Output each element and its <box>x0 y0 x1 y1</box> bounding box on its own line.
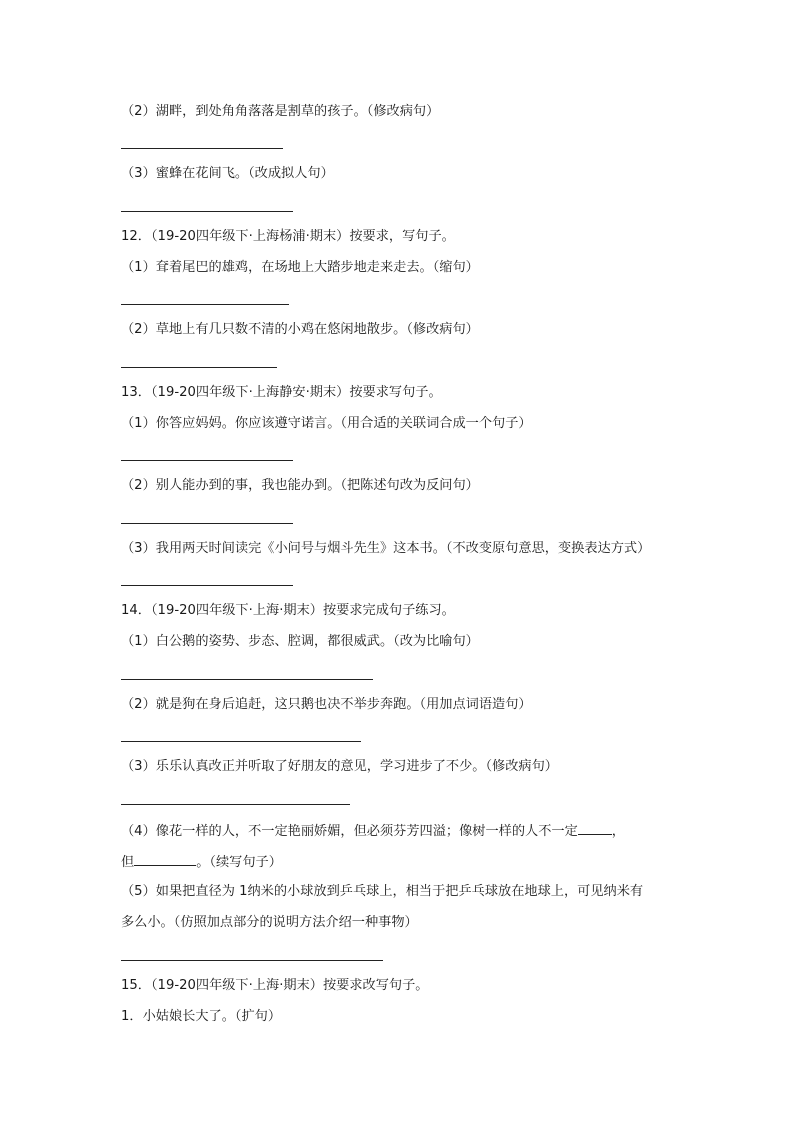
answer-line-13-3[interactable] <box>121 585 293 586</box>
q14-3-prompt: （3）乐乐认真改正并听取了好朋友的意见，学习进步了不少。（修改病句） <box>121 759 558 774</box>
answer-line-14-5[interactable] <box>121 960 383 961</box>
q14-4-prompt: （4）像花一样的人，不一定艳丽娇媚，但必须芬芳四溢；像树一样的人不一定 ， <box>121 821 625 841</box>
answer-line-14-2[interactable] <box>121 741 361 742</box>
q14-4-text: （4）像花一样的人，不一定艳丽娇媚，但必须芬芳四溢；像树一样的人不一定 <box>121 824 578 839</box>
q11-2-prompt: （2）湖畔，到处角角落落是割草的孩子。（修改病句） <box>121 104 440 119</box>
q13-heading: 13．（19-20四年级下·上海静安·期末）按要求写句子。 <box>121 385 442 400</box>
q15-heading: 15．（19-20四年级下·上海·期末）按要求改写句子。 <box>121 978 429 993</box>
q11-3-prompt: （3）蜜蜂在花间飞。（改成拟人句） <box>121 166 334 181</box>
fill-blank-2[interactable] <box>134 852 196 866</box>
q14-5-prompt-line2: 多么小。（仿照加点部分的说明方法介绍一种事物） <box>121 915 418 930</box>
q12-2-prompt: （2）草地上有几只数不清的小鸡在悠闲地散步。（修改病句） <box>121 322 479 337</box>
q14-4-instruction: 。（续写句子） <box>196 855 282 870</box>
fill-blank-1[interactable] <box>578 821 612 835</box>
q13-3-prompt: （3）我用两天时间读完《小问号与烟斗先生》这本书。（不改变原句意思，变换表达方式） <box>121 541 651 556</box>
answer-line-14-1[interactable] <box>121 679 373 680</box>
answer-line-13-1[interactable] <box>121 460 293 461</box>
q12-1-prompt: （1）耷着尾巴的雄鸡，在场地上大踏步地走来走去。（缩句） <box>121 260 479 275</box>
q12-heading: 12．（19-20四年级下·上海杨浦·期末）按要求，写句子。 <box>121 229 455 244</box>
q14-2-prompt: （2）就是狗在身后追赶，这只鹅也决不举步奔跑。（用加点词语造句） <box>121 697 532 712</box>
q14-4-but: 但 <box>121 855 135 870</box>
q14-5-prompt-line1: （5）如果把直径为 1纳米的小球放到乒乓球上，相当于把乒乓球放在地球上，可见纳米有 <box>121 884 644 899</box>
q13-2-prompt: （2）别人能办到的事，我也能办到。（把陈述句改为反问句） <box>121 478 479 493</box>
q14-heading: 14．（19-20四年级下·上海·期末）按要求完成句子练习。 <box>121 603 455 618</box>
answer-line-11-3[interactable] <box>121 211 293 212</box>
answer-line-11-2[interactable] <box>121 148 283 149</box>
q13-1-prompt: （1）你答应妈妈。你应该遵守诺言。（用合适的关联词合成一个句子） <box>121 416 532 431</box>
answer-line-14-3[interactable] <box>121 804 350 805</box>
answer-line-12-2[interactable] <box>121 367 277 368</box>
q14-4-continuation <box>121 852 282 872</box>
answer-line-13-2[interactable] <box>121 523 293 524</box>
q15-1-prompt: 1．小姑娘长大了。（扩句） <box>121 1009 282 1024</box>
q14-1-prompt: （1）白公鹅的姿势、步态、腔调，都很威武。（改为比喻句） <box>121 634 479 649</box>
answer-line-12-1[interactable] <box>121 304 289 305</box>
